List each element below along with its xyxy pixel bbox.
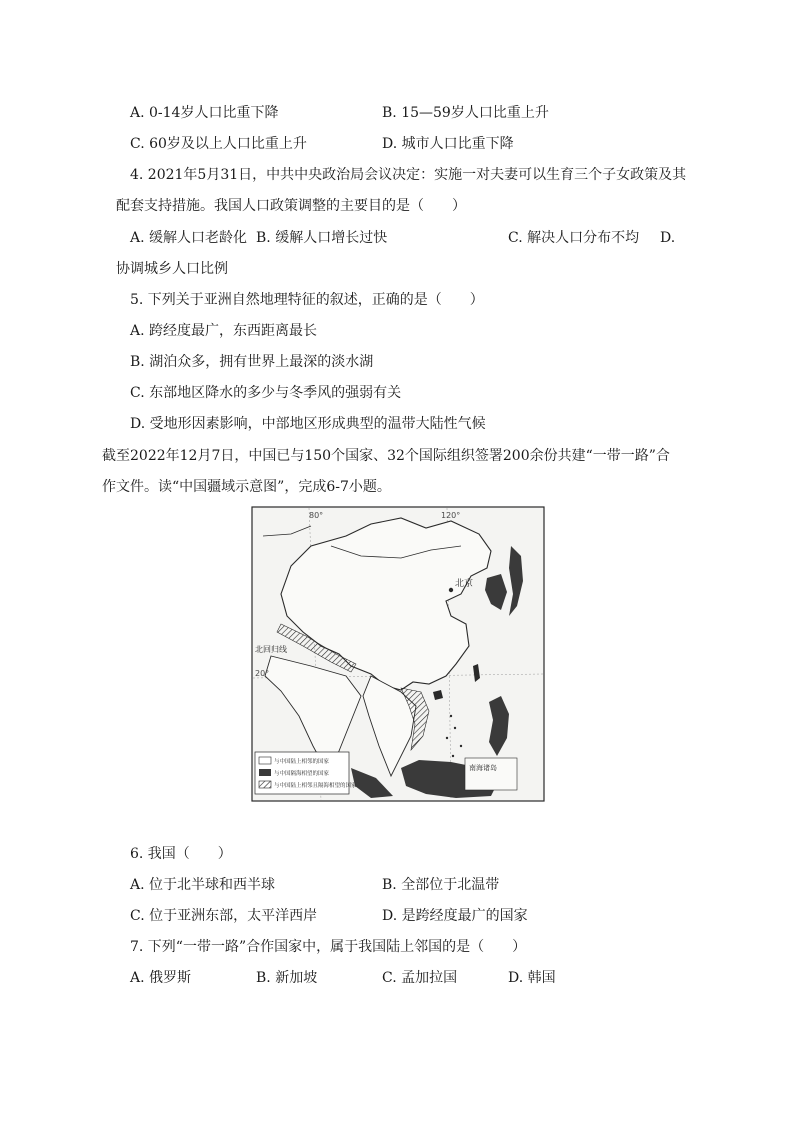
beijing-marker xyxy=(449,588,453,592)
q5-option-d: D. 受地形因素影响，中部地区形成典型的温带大陆性气候 xyxy=(130,416,486,432)
lon120-label: 120° xyxy=(441,511,461,520)
q6-stem: 6. 我国（ ） xyxy=(130,846,232,862)
legend-swatch-land xyxy=(259,757,271,764)
q4-option-d-text: 协调城乡人口比例 xyxy=(116,261,228,277)
q5-option-b: B. 湖泊众多，拥有世界上最深的淡水湖 xyxy=(130,354,374,370)
tropic-label: 北回归线 xyxy=(255,645,287,654)
legend-text-land: 与中国陆上相邻的国家 xyxy=(274,759,330,765)
q3-option-a: A. 0-14岁人口比重下降 xyxy=(130,105,279,121)
q7-option-a: A. 俄罗斯 xyxy=(130,970,192,986)
material-line1: 截至2022年12月7日，中国已与150个国家、32个国际组织签署200余份共建“一带一路”合 xyxy=(102,448,670,464)
q6-option-c: C. 位于亚洲东部，太平洋西岸 xyxy=(130,908,318,924)
q4-option-c: C. 解决人口分布不均 xyxy=(508,230,640,246)
q5-option-a: A. 跨经度最广，东西距离最长 xyxy=(130,323,318,339)
beijing-label: 北京 xyxy=(455,579,474,589)
q7-option-c: C. 孟加拉国 xyxy=(382,970,458,986)
china-territory-map xyxy=(251,506,545,802)
material-line2: 作文件。读“中国疆域示意图”，完成6-7小题。 xyxy=(102,479,391,495)
q4-option-a: A. 缓解人口老龄化 xyxy=(130,230,248,246)
q7-option-b: B. 新加坡 xyxy=(256,970,318,986)
q7-stem: 7. 下列“一带一路”合作国家中，属于我国陆上邻国的是（ ） xyxy=(130,939,527,955)
legend-swatch-both xyxy=(259,781,271,788)
legend-swatch-sea xyxy=(259,769,271,776)
q5-option-c: C. 东部地区降水的多少与冬季风的强弱有关 xyxy=(130,385,402,401)
q5-stem: 5. 下列关于亚洲自然地理特征的叙述，正确的是（ ） xyxy=(130,292,484,308)
lat20-label: 20° xyxy=(255,669,270,678)
legend-text-both: 与中国陆上相邻且隔海相望的国家 xyxy=(274,783,357,789)
lon80-label: 80° xyxy=(309,511,324,520)
q4-stem-line2: 配套支持措施。我国人口政策调整的主要目的是（ ） xyxy=(116,198,466,214)
q7-option-d: D. 韩国 xyxy=(508,970,556,986)
q6-option-d: D. 是跨经度最广的国家 xyxy=(382,908,528,924)
q3-option-d: D. 城市人口比重下降 xyxy=(382,136,514,152)
q4-option-b: B. 缓解人口增长过快 xyxy=(256,230,388,246)
q6-option-a: A. 位于北半球和西半球 xyxy=(130,877,276,893)
q6-option-b: B. 全部位于北温带 xyxy=(382,877,500,893)
q3-option-b: B. 15—59岁人口比重上升 xyxy=(382,105,549,121)
q4-stem-line1: 4. 2021年5月31日，中共中央政治局会议决定：实施一对夫妻可以生育三个子女政策及其 xyxy=(130,167,687,183)
nanhai-label: 南海诸岛 xyxy=(469,764,497,772)
nanhai-inset xyxy=(465,758,517,790)
q4-option-d: D. xyxy=(660,230,676,246)
q3-option-c: C. 60岁及以上人口比重上升 xyxy=(130,136,307,152)
map-legend xyxy=(255,752,357,794)
legend-text-sea: 与中国隔海相望的国家 xyxy=(274,771,330,777)
